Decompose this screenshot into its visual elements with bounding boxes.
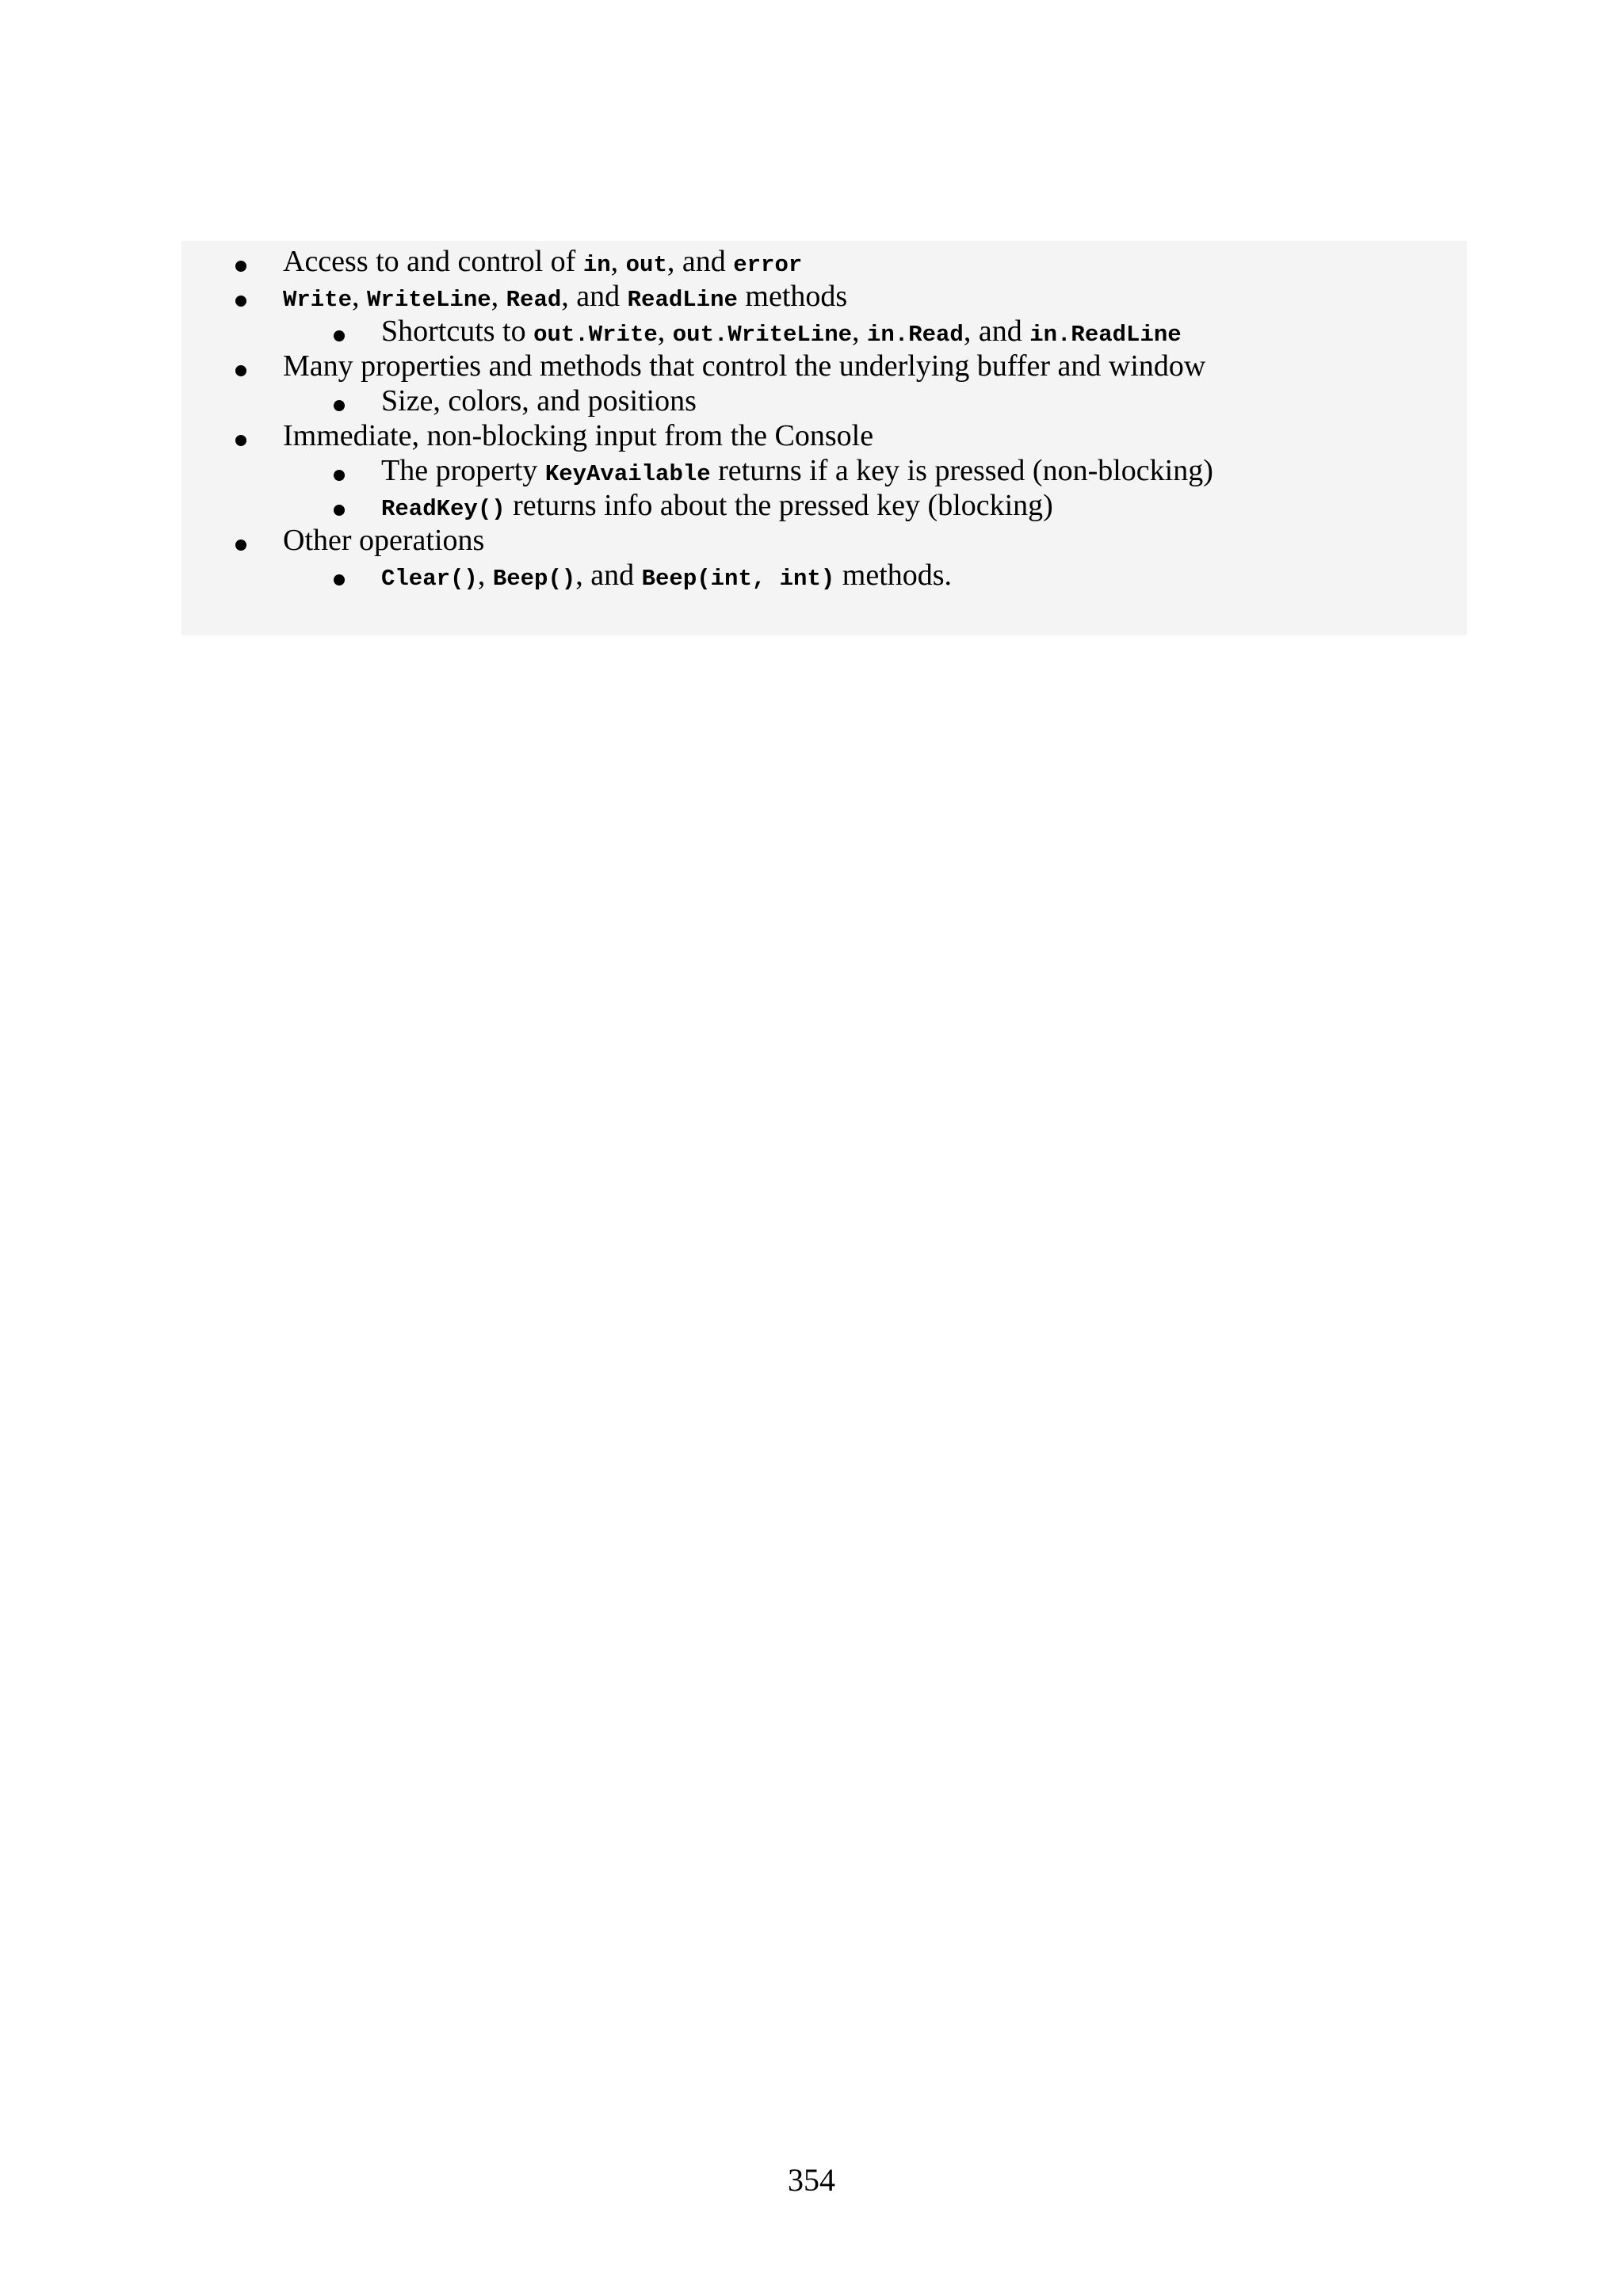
text-run: , and [575, 559, 642, 592]
code-run: Beep() [492, 566, 576, 592]
bullet-dot [235, 365, 246, 376]
text-run: , and [963, 315, 1030, 348]
text-run: returns info about the pressed key (blocking) [505, 489, 1053, 522]
text-run: Immediate, non-blocking input from the Console [283, 419, 874, 452]
bullet-text [381, 453, 1213, 492]
code-run: Beep(int, int) [641, 566, 835, 592]
text-run: , [491, 280, 506, 313]
code-run: WriteLine [367, 287, 491, 313]
text-run: Many properties and methods that control the underlying buffer and window [283, 349, 1206, 383]
text-run: Other operations [283, 524, 485, 557]
bullet-text [283, 418, 873, 453]
bullet-text [283, 279, 847, 318]
text-run: Access to and control of [283, 245, 583, 278]
text-run: , [852, 315, 868, 348]
bullet-text [381, 558, 952, 597]
page-number: 354 [788, 2162, 835, 2198]
bullet-dot [334, 400, 345, 411]
code-run: out.WriteLine [672, 322, 853, 348]
code-run: in.Read [867, 322, 964, 348]
bullet-dot [334, 574, 345, 585]
bullet-text [381, 383, 697, 418]
code-run: out.Write [533, 322, 658, 348]
code-run: out [625, 252, 667, 278]
code-run: in.ReadLine [1029, 322, 1182, 348]
code-run: Clear() [381, 566, 478, 592]
text-run: The property [381, 454, 545, 487]
text-run: , [477, 559, 493, 592]
code-run: ReadKey() [381, 496, 506, 522]
text-run: , and [666, 245, 734, 278]
bullet-text [283, 349, 1205, 383]
bullet-text [381, 314, 1182, 353]
text-run: Shortcuts to [381, 315, 534, 348]
bullet-dot [235, 296, 246, 307]
code-run: Write [283, 287, 353, 313]
text-run: , [610, 245, 626, 278]
bullet-dot [235, 540, 246, 551]
bullet-dot [235, 261, 246, 272]
code-run: KeyAvailable [544, 461, 711, 487]
code-run: error [733, 252, 803, 278]
code-run: in [582, 252, 611, 278]
bullet-text [283, 244, 802, 283]
code-run: ReadLine [627, 287, 738, 313]
bullet-text [283, 523, 484, 558]
text-run: Size, colors, and positions [381, 384, 697, 418]
bullet-dot [334, 470, 345, 481]
bullet-dot [334, 330, 345, 341]
text-run: methods [737, 280, 848, 313]
text-run: returns if a key is pressed (non-blocking) [710, 454, 1213, 487]
code-run: Read [506, 287, 562, 313]
text-run: methods. [834, 559, 953, 592]
bullet-dot [334, 505, 345, 516]
text-run: , [352, 280, 368, 313]
bullet-text [381, 488, 1053, 527]
bullet-dot [235, 435, 246, 446]
text-run: , [657, 315, 673, 348]
text-run: , and [561, 280, 628, 313]
